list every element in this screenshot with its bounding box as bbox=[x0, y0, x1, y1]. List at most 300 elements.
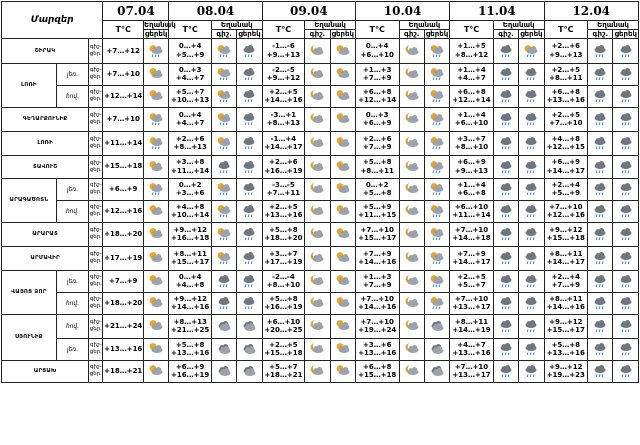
cloud-rain-icon bbox=[494, 364, 518, 378]
period-night: գիշ- bbox=[89, 342, 102, 348]
region-name: ԼՈՌԻ bbox=[2, 131, 89, 155]
temp-day: +13…+16 bbox=[358, 349, 397, 357]
weather-icon-cell bbox=[399, 107, 424, 131]
weather-icon-cell bbox=[330, 222, 355, 246]
sun-cloud-rain-icon bbox=[425, 89, 449, 103]
temperature-cell bbox=[169, 338, 212, 360]
temperature-cell bbox=[103, 107, 144, 131]
weather-icon-cell bbox=[237, 131, 262, 155]
night-col-header: գիշ. bbox=[399, 30, 424, 39]
cloud-rain-icon bbox=[237, 112, 261, 126]
weather-icon-cell bbox=[519, 222, 544, 246]
weather-icon-cell bbox=[424, 314, 449, 338]
temp-night: +6…+8 bbox=[457, 87, 486, 96]
sun-cloud-rain-icon bbox=[425, 136, 449, 150]
temp-day: +8…+10 bbox=[454, 143, 489, 151]
temperature-cell bbox=[103, 39, 144, 64]
cloud-rain-icon bbox=[588, 342, 612, 356]
temp-night: -1…-6 bbox=[272, 42, 295, 51]
temp-day: +18…+20 bbox=[264, 234, 303, 242]
weather-icon-cell bbox=[424, 85, 449, 107]
temp-day: +4…+7 bbox=[175, 119, 205, 127]
weather-icon-cell bbox=[519, 178, 544, 200]
temp-night: -1…+4 bbox=[270, 134, 297, 143]
weather-icon-cell bbox=[519, 246, 544, 270]
cloud-rain-icon bbox=[588, 204, 612, 218]
weather-icon-cell bbox=[143, 178, 168, 200]
temperature-cell bbox=[169, 246, 212, 270]
period-labels bbox=[89, 292, 103, 314]
forecast-body bbox=[2, 39, 639, 383]
cloud-rain-icon bbox=[613, 160, 638, 174]
temp-night: +3…+7 bbox=[457, 134, 486, 143]
temp-night: 0…+4 bbox=[365, 42, 389, 51]
temperature-cell bbox=[355, 292, 399, 314]
sun-cloud-icon bbox=[331, 112, 355, 126]
weather-icon-cell bbox=[493, 200, 518, 222]
weather-icon-cell bbox=[588, 270, 613, 292]
subregion-label: հով. bbox=[56, 314, 88, 338]
cloud-rain-icon bbox=[588, 182, 612, 196]
temp-day: +13…+16 bbox=[264, 211, 303, 219]
temp-night: +7…+10 bbox=[549, 202, 583, 211]
temp-night: +4…+8 bbox=[551, 134, 581, 143]
sun-cloud-rain-icon bbox=[212, 67, 236, 81]
moon-cloud-icon bbox=[305, 319, 329, 333]
weather-icon-cell bbox=[237, 107, 262, 131]
temperature-cell bbox=[544, 222, 588, 246]
sun-cloud-rain-icon bbox=[425, 251, 449, 265]
weather-icon-cell bbox=[399, 85, 424, 107]
region-name: ԱՐԱԳԱԾՈՏՆ bbox=[2, 178, 57, 222]
cloud-rain-icon bbox=[494, 342, 518, 356]
temperature-cell bbox=[544, 178, 588, 200]
temp-night: +5…+8 bbox=[175, 340, 205, 349]
temperature-cell bbox=[103, 200, 144, 222]
cloud-rain-icon bbox=[519, 89, 543, 103]
moon-cloud-icon bbox=[305, 89, 329, 103]
weather-icon-cell bbox=[424, 131, 449, 155]
temp-col-header: T°C bbox=[544, 21, 588, 39]
region-name: ԳԵՂԱՐՔՈՒՆԻՔ bbox=[2, 107, 89, 131]
moon-cloud-icon bbox=[305, 44, 329, 58]
weather-col-header: Եղանակ bbox=[588, 21, 639, 30]
cloud-rain-icon bbox=[613, 112, 638, 126]
weather-icon-cell bbox=[143, 270, 168, 292]
weather-icon-cell bbox=[305, 246, 330, 270]
weather-icon-cell bbox=[613, 131, 639, 155]
sun-cloud-icon bbox=[331, 227, 355, 241]
temp-night: +6…+9 bbox=[108, 184, 138, 193]
sun-cloud-rain-icon bbox=[212, 227, 236, 241]
temp-night: +5…+8 bbox=[362, 158, 392, 166]
temp-night: +2…+4 bbox=[551, 272, 581, 281]
weather-icon-cell bbox=[424, 200, 449, 222]
temp-day: +15…+17 bbox=[358, 234, 397, 242]
temp-night: +2…+6 bbox=[175, 134, 205, 143]
temperature-cell bbox=[169, 85, 212, 107]
sun-cloud-rain-icon bbox=[144, 44, 168, 58]
weather-icon-cell bbox=[330, 178, 355, 200]
cloud-rain-icon bbox=[613, 227, 638, 241]
cloud-rain-icon bbox=[494, 44, 518, 58]
cloud-rain-icon bbox=[494, 251, 518, 265]
weather-icon-cell bbox=[519, 338, 544, 360]
table-row bbox=[2, 155, 639, 178]
weather-icon-cell bbox=[399, 200, 424, 222]
temp-night: +13…+16 bbox=[104, 344, 143, 353]
weather-icon-cell bbox=[613, 178, 639, 200]
sun-cloud-rain-icon bbox=[212, 112, 236, 126]
weather-icon-cell bbox=[613, 107, 639, 131]
weather-icon-cell bbox=[493, 338, 518, 360]
night-col-header: գիշ. bbox=[211, 30, 236, 39]
temperature-cell bbox=[103, 63, 144, 85]
cloud-rain-icon bbox=[519, 296, 543, 310]
table-row bbox=[2, 314, 639, 338]
temperature-cell bbox=[262, 222, 305, 246]
weather-icon-cell bbox=[330, 314, 355, 338]
moon-cloud-icon bbox=[305, 182, 329, 196]
table-row bbox=[2, 338, 639, 360]
cloud-rain-icon bbox=[494, 274, 518, 288]
period-labels bbox=[89, 131, 103, 155]
temperature-cell bbox=[169, 107, 212, 131]
period-night: գիշ- bbox=[89, 159, 102, 166]
temp-day: +14…+17 bbox=[546, 258, 585, 266]
weather-icon-cell bbox=[330, 39, 355, 64]
moon-cloud-icon bbox=[305, 364, 329, 378]
weather-icon-cell bbox=[519, 39, 544, 64]
weather-icon-cell bbox=[424, 178, 449, 200]
cloud-rain-icon bbox=[494, 204, 518, 218]
temp-day: +15…+18 bbox=[546, 234, 585, 242]
cloud-rain-icon bbox=[588, 296, 612, 310]
night-col-header: գիշ. bbox=[588, 30, 613, 39]
temperature-cell bbox=[355, 246, 399, 270]
weather-icon-cell bbox=[237, 246, 262, 270]
weather-icon-cell bbox=[613, 155, 639, 178]
cloud-rain-icon bbox=[613, 364, 638, 378]
date-header-12-04: 12.04 bbox=[544, 2, 639, 21]
weather-icon-cell bbox=[143, 63, 168, 85]
period-night: գիշ- bbox=[89, 182, 102, 188]
temp-night: +9…+12 bbox=[173, 225, 207, 234]
temperature-cell bbox=[544, 338, 588, 360]
temp-day: +14…+16 bbox=[358, 303, 397, 311]
moon-cloud-icon bbox=[400, 182, 424, 196]
temperature-cell bbox=[103, 222, 144, 246]
temp-day: +4…+7 bbox=[175, 74, 205, 82]
temp-night: +5…+8 bbox=[269, 294, 298, 303]
temp-night: +6…+10 bbox=[266, 317, 301, 326]
temp-night: +6…+8 bbox=[362, 362, 392, 371]
temperature-cell bbox=[544, 39, 588, 64]
weather-col-header: Եղանակ bbox=[305, 21, 356, 30]
sun-cloud-rain-icon bbox=[144, 112, 168, 126]
weather-icon-cell bbox=[493, 314, 518, 338]
sun-cloud-icon bbox=[331, 67, 355, 81]
cloud-rain-icon bbox=[494, 89, 518, 103]
period-labels bbox=[89, 178, 103, 200]
weather-icon-cell bbox=[493, 155, 518, 178]
weather-icon-cell bbox=[424, 63, 449, 85]
temperature-cell bbox=[544, 131, 588, 155]
temp-day: +11…+15 bbox=[358, 211, 397, 219]
moon-cloud-icon bbox=[305, 342, 329, 356]
cloud-rain-icon bbox=[588, 319, 612, 333]
temperature-cell bbox=[450, 338, 494, 360]
weather-icon-cell bbox=[519, 314, 544, 338]
subregion-label: հով. bbox=[56, 85, 88, 107]
sun-cloud-icon bbox=[144, 251, 168, 265]
period-day: ցեր. bbox=[89, 189, 102, 195]
weather-icon-cell bbox=[305, 107, 330, 131]
weather-icon-cell bbox=[493, 178, 518, 200]
cloud-rain-icon bbox=[494, 160, 518, 174]
cloud-rain-icon bbox=[494, 227, 518, 241]
weather-icon-cell bbox=[237, 85, 262, 107]
period-labels bbox=[89, 85, 103, 107]
weather-icon-cell bbox=[211, 270, 236, 292]
sun-cloud-icon bbox=[331, 204, 355, 218]
sun-cloud-rain-icon bbox=[144, 136, 168, 150]
temp-day: +3…+6 bbox=[175, 189, 205, 197]
weather-icon-cell bbox=[399, 63, 424, 85]
temp-night: +2…+5 bbox=[269, 87, 298, 96]
period-day: ցեր. bbox=[89, 349, 102, 355]
period-day: ցեր. bbox=[89, 326, 102, 332]
temp-night: +5…+7 bbox=[269, 362, 298, 371]
date-header-11-04: 11.04 bbox=[450, 2, 544, 21]
temperature-cell bbox=[544, 107, 588, 131]
weather-icon-cell bbox=[143, 85, 168, 107]
weather-icon-cell bbox=[588, 85, 613, 107]
table-row bbox=[2, 85, 639, 107]
period-night: գիշ- bbox=[89, 296, 102, 302]
cloud-rain-icon bbox=[613, 319, 638, 333]
cloud-rain-icon bbox=[237, 67, 261, 81]
weather-icon-cell bbox=[211, 314, 236, 338]
temp-night: +4…+7 bbox=[457, 340, 486, 349]
cloud-rain-icon bbox=[613, 251, 638, 265]
temp-day: +20…+25 bbox=[264, 326, 303, 334]
weather-icon-cell bbox=[237, 360, 262, 382]
weather-icon-cell bbox=[588, 39, 613, 64]
weather-icon-cell bbox=[588, 314, 613, 338]
temp-night: +2…+6 bbox=[551, 42, 581, 51]
temp-night: 0…+4 bbox=[178, 272, 202, 281]
table-row bbox=[2, 131, 639, 155]
sun-cloud-rain-icon bbox=[212, 182, 236, 196]
weather-icon-cell bbox=[613, 338, 639, 360]
temperature-cell bbox=[544, 270, 588, 292]
weather-icon-cell bbox=[237, 178, 262, 200]
cloud-rain-icon bbox=[237, 136, 261, 150]
temp-day: +8…+13 bbox=[173, 143, 207, 151]
temp-day: +14…+16 bbox=[171, 303, 210, 311]
cloud-rain-icon bbox=[613, 136, 638, 150]
temperature-cell bbox=[355, 155, 399, 178]
temperature-cell bbox=[103, 360, 144, 382]
period-day: ցեր. bbox=[89, 119, 102, 125]
sun-cloud-icon bbox=[331, 182, 355, 196]
cloud-rain-icon bbox=[519, 136, 543, 150]
moon-cloud-icon bbox=[400, 364, 424, 378]
temp-day: +16…+19 bbox=[264, 303, 303, 311]
temp-night: +5…+7 bbox=[175, 87, 205, 96]
temp-day: +15…+17 bbox=[171, 258, 210, 266]
sun-cloud-icon bbox=[331, 89, 355, 103]
temperature-cell bbox=[262, 63, 305, 85]
cloud-rain-icon bbox=[237, 44, 261, 58]
weather-icon-cell bbox=[143, 222, 168, 246]
cloud-rain-icon bbox=[494, 136, 518, 150]
temperature-cell bbox=[450, 178, 494, 200]
temp-day: +8…+11 bbox=[360, 166, 394, 175]
sun-cloud-icon bbox=[331, 296, 355, 310]
temp-night: +6…+9 bbox=[551, 158, 581, 166]
weather-icon-cell bbox=[588, 131, 613, 155]
cloud-icon bbox=[212, 364, 236, 378]
temp-day: +9…+13 bbox=[454, 166, 489, 175]
weather-icon-cell bbox=[519, 292, 544, 314]
temp-day: +14…+19 bbox=[452, 326, 491, 334]
subregion-label: լեռ. bbox=[56, 63, 88, 85]
date-header-09-04: 09.04 bbox=[262, 2, 355, 21]
temperature-cell bbox=[450, 39, 494, 64]
period-night: գիշ- bbox=[89, 67, 102, 73]
weather-icon-cell bbox=[305, 292, 330, 314]
temp-day: +14…+16 bbox=[358, 258, 397, 266]
temp-day: +6…+9 bbox=[362, 119, 392, 127]
temp-night: +11…+14 bbox=[104, 138, 143, 147]
temperature-cell bbox=[355, 338, 399, 360]
cloud-rain-icon bbox=[237, 296, 261, 310]
sun-cloud-icon bbox=[144, 296, 168, 310]
cloud-rain-icon bbox=[613, 182, 638, 196]
forecast-table bbox=[1, 1, 639, 383]
temp-night: +8…+11 bbox=[173, 249, 207, 258]
period-night: գիշ- bbox=[89, 204, 102, 210]
moon-cloud-icon bbox=[400, 204, 424, 218]
temperature-cell bbox=[544, 292, 588, 314]
moon-cloud-icon bbox=[400, 227, 424, 241]
region-name: ԼՈՌԻ bbox=[2, 63, 57, 107]
weather-icon-cell bbox=[493, 270, 518, 292]
weather-icon-cell bbox=[493, 222, 518, 246]
temp-night: +7…+10 bbox=[454, 294, 489, 303]
temp-day: +9…+13 bbox=[266, 50, 301, 59]
weather-icon-cell bbox=[330, 360, 355, 382]
temp-night: +8…+13 bbox=[173, 317, 207, 326]
weather-col-header: Եղանակ bbox=[399, 21, 450, 30]
weather-icon-cell bbox=[588, 107, 613, 131]
temp-day: +13…+16 bbox=[452, 349, 491, 357]
table-row bbox=[2, 246, 639, 270]
period-day: ցեր. bbox=[89, 50, 102, 57]
temp-night: +9…+12 bbox=[549, 317, 583, 326]
temp-day: +5…+8 bbox=[362, 189, 392, 197]
period-day: ցեր. bbox=[89, 211, 102, 217]
weather-icon-cell bbox=[237, 155, 262, 178]
weather-icon-cell bbox=[237, 292, 262, 314]
period-night: գիշ- bbox=[89, 43, 102, 50]
cloud-rain-icon bbox=[494, 296, 518, 310]
temperature-cell bbox=[169, 200, 212, 222]
region-name: ՎԱՅՈՑ ՁՈՐ bbox=[2, 270, 57, 314]
temperature-cell bbox=[262, 39, 305, 64]
temperature-cell bbox=[450, 107, 494, 131]
sun-cloud-icon bbox=[144, 364, 168, 378]
sun-cloud-rain-icon bbox=[212, 204, 236, 218]
temp-day: +8…+12 bbox=[454, 50, 489, 59]
cloud-rain-icon bbox=[588, 89, 612, 103]
weather-icon-cell bbox=[330, 200, 355, 222]
region-name: ԱՐԱՐԱՏ bbox=[2, 222, 89, 246]
temp-night: +2…+5 bbox=[551, 65, 581, 74]
cloud-rain-icon bbox=[494, 112, 518, 126]
day-col-header: ցերեկ bbox=[144, 30, 168, 38]
temp-night: +1…+4 bbox=[457, 110, 486, 119]
weather-icon-cell bbox=[519, 270, 544, 292]
temperature-cell bbox=[450, 131, 494, 155]
temperature-cell bbox=[262, 246, 305, 270]
temp-night: +9…+12 bbox=[549, 362, 583, 371]
cloud-rain-icon bbox=[212, 274, 236, 288]
temp-night: +8…+11 bbox=[549, 249, 583, 258]
sun-cloud-icon bbox=[144, 227, 168, 241]
temperature-cell bbox=[262, 155, 305, 178]
moon-cloud-icon bbox=[305, 251, 329, 265]
cloud-rain-icon bbox=[237, 160, 261, 174]
sun-cloud-icon bbox=[331, 44, 355, 58]
temp-day: +13…+16 bbox=[171, 349, 210, 357]
temp-night: -3…-5 bbox=[272, 180, 295, 189]
weather-icon-cell bbox=[237, 39, 262, 64]
temp-night: +7…+10 bbox=[360, 317, 394, 326]
weather-icon-cell bbox=[211, 292, 236, 314]
weather-icon-cell bbox=[330, 85, 355, 107]
weather-icon-cell bbox=[143, 155, 168, 178]
subregion-label: լեռ. bbox=[56, 270, 88, 292]
cloud-rain-icon bbox=[494, 182, 518, 196]
temp-day: +10…+14 bbox=[171, 211, 210, 219]
temp-night: +2…+5 bbox=[551, 110, 581, 119]
temp-day: +16…+18 bbox=[171, 234, 210, 242]
weather-col-header: Եղանակ bbox=[493, 21, 544, 30]
weather-icon-cell bbox=[493, 360, 518, 382]
temp-night: +6…+9 bbox=[457, 158, 486, 166]
temp-day: +16…+19 bbox=[264, 166, 303, 175]
temp-day: +18…+21 bbox=[264, 371, 303, 379]
temperature-cell bbox=[450, 246, 494, 270]
night-col-header: գիշ. bbox=[493, 30, 518, 39]
sun-cloud-rain-icon bbox=[425, 227, 449, 241]
date-header-08-04: 08.04 bbox=[169, 2, 262, 21]
temp-day: +8…+10 bbox=[266, 281, 301, 289]
period-night: գիշ- bbox=[89, 251, 102, 257]
temp-day: +19…+23 bbox=[546, 371, 585, 379]
temperature-cell bbox=[103, 155, 144, 178]
weather-icon-cell bbox=[305, 360, 330, 382]
temp-night: +2…+5 bbox=[269, 202, 298, 211]
moon-cloud-icon bbox=[305, 160, 329, 174]
cloud-icon bbox=[237, 364, 261, 378]
weather-icon-cell bbox=[493, 39, 518, 64]
temperature-cell bbox=[355, 270, 399, 292]
weather-icon-cell bbox=[305, 63, 330, 85]
